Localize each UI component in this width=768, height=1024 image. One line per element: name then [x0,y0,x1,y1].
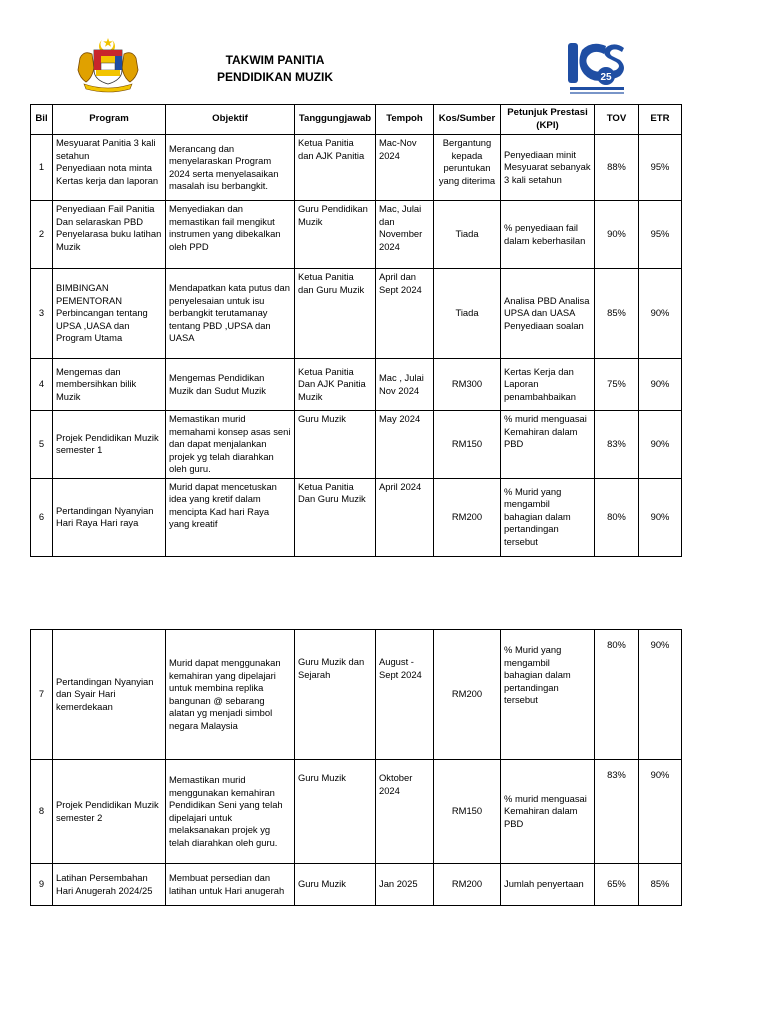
cell-bil: 8 [31,760,53,864]
table-row [31,864,682,906]
cell-program [53,630,166,760]
cell-tanggungjawab: Ketua Panitia dan Guru Muzik [295,269,376,359]
cell-tempoh: Oktober 2024 [376,760,434,864]
table-row [31,630,682,760]
logo-number: 25 [600,72,612,83]
cell-etr: 90% [639,359,682,411]
cell-tov: 75% [595,359,639,411]
cell-kpi: % murid menguasai Kemahiran dalam PBD [501,411,595,479]
cell-etr: 95% [639,135,682,201]
col-header-kpi: Petunjuk Prestasi (KPI) [501,105,595,135]
cell-tov: 80% [595,630,639,760]
document-title-line2: PENDIDIKAN MUZIK [217,70,333,84]
cell-tempoh: April dan Sept 2024 [376,269,434,359]
cell-etr: 90% [639,269,682,359]
takwim-table-part1 [30,104,682,557]
cell-tempoh: April 2024 [376,478,434,556]
program-line: Pertandingan Nyanyian Hari Raya Hari raya [56,504,154,528]
cell-program [53,864,166,906]
cell-tanggungjawab: Guru Muzik dan Sejarah [295,630,376,760]
cell-kpi: % Murid yang mengambil bahagian dalam pertandingan tersebut [501,630,595,760]
cell-tempoh: Mac-Nov 2024 [376,135,434,201]
cell-objektif: Mengemas Pendidikan Muzik dan Sudut Muzik [166,359,295,411]
col-header-tempoh: Tempoh [376,105,434,135]
program-line: BIMBINGAN PEMENTORAN Perbincangan tentang UPSA ,UASA dan Program Utama [56,282,148,344]
table-row [31,411,682,479]
cell-program [53,269,166,359]
cell-program [53,135,166,201]
table-row [31,135,682,201]
table-row [31,359,682,411]
cell-kos: RM300 [434,359,501,411]
cell-tov: 65% [595,864,639,906]
program-line: Projek Pendidikan Muzik semester 2 [56,799,159,823]
cell-objektif: Menyediakan dan memastikan fail mengikut instrumen yang dibekalkan oleh PPD [166,201,295,269]
cell-bil: 6 [31,478,53,556]
cell-bil: 2 [31,201,53,269]
cell-tov: 83% [595,760,639,864]
col-header-kos: Kos/Sumber [434,105,501,135]
cell-kpi: Kertas Kerja dan Laporan penambahbaikan [501,359,595,411]
cell-bil: 7 [31,630,53,760]
cell-tanggungjawab: Guru Muzik [295,864,376,906]
cell-tov: 90% [595,201,639,269]
cell-objektif: Memastikan murid memahami konsep asas seni dan dapat menjalankan projek yg telah diarahkan oleh guru. [166,411,295,479]
cell-tempoh: August - Sept 2024 [376,630,434,760]
cell-bil: 1 [31,135,53,201]
cell-etr: 90% [639,630,682,760]
program-line: Mesyuarat Panitia 3 kali setahun [56,137,156,161]
cell-tempoh: Jan 2025 [376,864,434,906]
cell-kpi: % Murid yang mengambil bahagian dalam pertandingan tersebut [501,478,595,556]
cell-program [53,760,166,864]
takwim-table-part2 [30,629,682,906]
cell-etr: 90% [639,411,682,479]
program-line: Projek Pendidikan Muzik semester 1 [56,431,159,456]
cell-tov: 88% [595,135,639,201]
col-header-bil: Bil [31,105,53,135]
cell-kos: RM200 [434,864,501,906]
table-header-row [31,105,682,135]
cell-tanggungjawab: Ketua Panitia Dan Guru Muzik [295,478,376,556]
cell-bil: 3 [31,269,53,359]
cell-kos: Tiada [434,269,501,359]
cell-etr: 85% [639,864,682,906]
cell-objektif: Mendapatkan kata putus dan penyelesaian untuk isu berbangkit terutamanay tentang PBD ,UPSA dan UASA [166,269,295,359]
col-header-program: Program [53,105,166,135]
col-header-etr: ETR [639,105,682,135]
cell-objektif: Membuat persedian dan latihan untuk Hari anugerah [166,864,295,906]
cell-tov: 83% [595,411,639,479]
cell-tanggungjawab: Guru Muzik [295,760,376,864]
cell-bil: 5 [31,411,53,479]
program-line: Latihan Persembahan Hari Anugerah 2024/25 [56,872,153,896]
cell-tempoh: Mac , Julai Nov 2024 [376,359,434,411]
cell-bil: 4 [31,359,53,411]
col-header-tanggungjawab: Tanggungjawab [295,105,376,135]
col-header-tov: TOV [595,105,639,135]
cell-kos: Bergantung kepada peruntukan yang diterima [434,135,501,201]
cell-tempoh: May 2024 [376,411,434,479]
cell-program [53,411,166,479]
program-line: Pertandingan Nyanyian dan Syair Hari kemerdekaan [56,675,154,712]
cell-tov: 85% [595,269,639,359]
document-title-line1: TAKWIM PANITIA [225,53,325,67]
cell-tempoh: Mac, Julai dan November 2024 [376,201,434,269]
cell-kos: RM200 [434,478,501,556]
cell-kos: RM150 [434,411,501,479]
cell-objektif: Memastikan murid menggunakan kemahiran Pendidikan Seni yang telah dipelajari untuk melaksanakan projek yg telah diarahkan oleh guru. [166,760,295,864]
table-row [31,478,682,556]
table-row [31,201,682,269]
cell-tanggungjawab: Guru Muzik [295,411,376,479]
cell-kos: RM200 [434,630,501,760]
cell-tanggungjawab: Ketua Panitia dan AJK Panitia [295,135,376,201]
cell-kpi: Analisa PBD Analisa UPSA dan UASA Penyediaan soalan [501,269,595,359]
cell-objektif: Merancang dan menyelaraskan Program 2024 serta menyelasaikan masalah isu berbangkit. [166,135,295,201]
cell-etr: 95% [639,201,682,269]
cell-kos: Tiada [434,201,501,269]
coat-of-arms-logo [74,36,142,94]
cell-objektif: Murid dapat mencetuskan idea yang kretif dalam mencipta Kad hari Raya yang kreatif [166,478,295,556]
program-line: Mengemas dan membersihkan bilik Muzik [56,365,137,402]
col-header-objektif: Objektif [166,105,295,135]
cell-kpi: % murid menguasai Kemahiran dalam PBD [501,760,595,864]
cell-kos: RM150 [434,760,501,864]
cell-tov: 80% [595,478,639,556]
ics-25-logo [566,40,626,96]
table-row [31,269,682,359]
cell-kpi: % penyediaan fail dalam keberhasilan [501,201,595,269]
cell-tanggungjawab: Ketua Panitia Dan AJK Panitia Muzik [295,359,376,411]
program-line: Penyediaan nota minta Kertas kerja dan laporan [56,162,159,186]
cell-bil: 9 [31,864,53,906]
program-line: Penyediaan Fail Panitia Dan selaraskan PBD Penyelarasa buku latihan Muzik [56,203,162,252]
cell-program [53,359,166,411]
cell-etr: 90% [639,478,682,556]
cell-kpi: Penyediaan minit Mesyuarat sebanyak 3 kali setahun [501,135,595,201]
cell-etr: 90% [639,760,682,864]
cell-objektif: Murid dapat menggunakan kemahiran yang dipelajari untuk membina replika bangunan @ sebarang alatan yg menjadi simbol negara Malaysia [166,630,295,760]
cell-program [53,478,166,556]
table-row [31,760,682,864]
cell-tanggungjawab: Guru Pendidikan Muzik [295,201,376,269]
cell-kpi: Jumlah penyertaan [501,864,595,906]
cell-program [53,201,166,269]
